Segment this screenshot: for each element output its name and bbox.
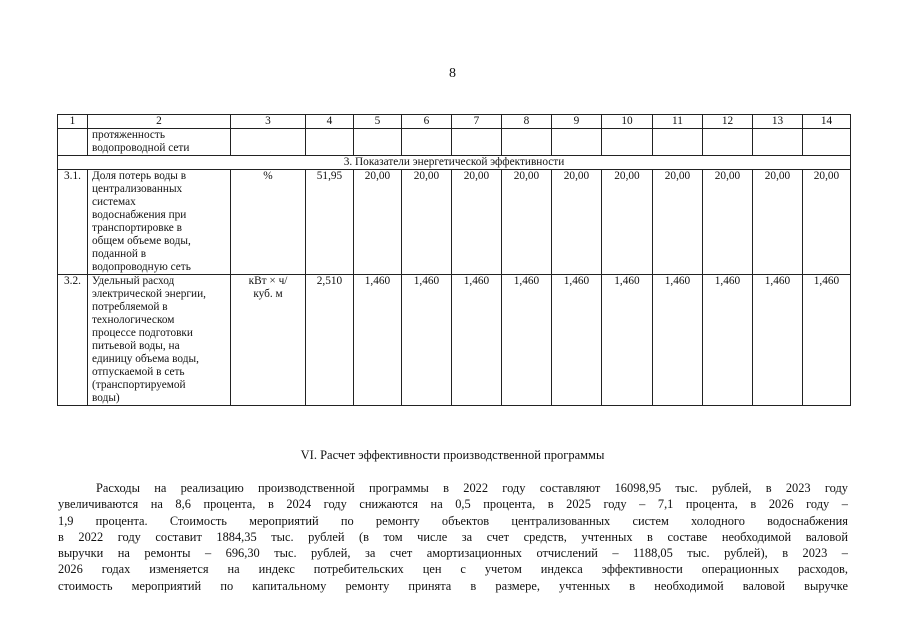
header-cell: 4	[306, 115, 354, 129]
value-cell: 20,00	[402, 170, 452, 275]
section-title: 3. Показатели энергетической эффективности	[58, 156, 851, 170]
empty-cell	[58, 129, 88, 156]
header-cell: 1	[58, 115, 88, 129]
value-cell: 1,460	[803, 275, 851, 406]
header-cell: 8	[502, 115, 552, 129]
name-line: поданной в	[92, 248, 147, 260]
continued-row	[58, 129, 851, 156]
value-cell: 20,00	[602, 170, 653, 275]
value-cell: 51,95	[306, 170, 354, 275]
unit-line: куб. м	[253, 288, 283, 300]
empty-cell	[231, 129, 306, 156]
row-number: 3.2.	[58, 275, 88, 406]
name-line: питьевой воды, на	[92, 340, 180, 352]
paragraph-line: увеличиваются на 8,6 процента, в 2024 году снижаются на 0,5 процента, в 2025 году – 7,1 процента, в 2026 году –	[58, 497, 848, 512]
value-cell: 1,460	[552, 275, 602, 406]
value-cell: 20,00	[653, 170, 703, 275]
row-name-cell	[88, 129, 231, 156]
row-number: 3.1.	[58, 170, 88, 275]
name-line: водопроводную сеть	[92, 261, 191, 273]
unit-line: кВт × ч/	[248, 275, 288, 287]
value-cell: 20,00	[354, 170, 402, 275]
name-line: процессе подготовки	[92, 327, 193, 339]
value-cell: 20,00	[502, 170, 552, 275]
header-cell: 3	[231, 115, 306, 129]
empty-cell	[452, 129, 502, 156]
name-line: Доля потерь воды в	[92, 170, 187, 182]
section-row	[58, 156, 851, 170]
header-cell: 13	[753, 115, 803, 129]
value-cell: 20,00	[753, 170, 803, 275]
value-cell: 1,460	[402, 275, 452, 406]
name-line: отпускаемой в сеть	[92, 366, 185, 378]
indicators-table	[57, 114, 851, 406]
header-cell: 2	[88, 115, 231, 129]
header-cell: 7	[452, 115, 502, 129]
unit-cell	[231, 275, 306, 406]
value-cell: 20,00	[803, 170, 851, 275]
header-cell: 6	[402, 115, 452, 129]
empty-cell	[653, 129, 703, 156]
unit-cell	[231, 170, 306, 275]
value-cell: 1,460	[452, 275, 502, 406]
header-cell: 14	[803, 115, 851, 129]
value-cell: 1,460	[753, 275, 803, 406]
header-cell: 9	[552, 115, 602, 129]
name-line: общем объеме воды,	[92, 235, 191, 247]
header-cell: 10	[602, 115, 653, 129]
table-row	[58, 170, 851, 275]
name-line: системах	[92, 196, 136, 208]
empty-cell	[306, 129, 354, 156]
name-line: централизованных	[92, 183, 183, 195]
paragraph-line: в 2022 году составит 1884,35 тыс. рублей (в том числе за счет средств, учтенных в составе необходимой валовой	[58, 529, 848, 544]
value-cell: 1,460	[703, 275, 753, 406]
empty-cell	[402, 129, 452, 156]
value-cell: 20,00	[552, 170, 602, 275]
name-line: транспортировке в	[92, 222, 182, 234]
value-cell: 2,510	[306, 275, 354, 406]
paragraph-line: 1,9 процента. Стоимость мероприятий по ремонту объектов централизованных систем холодного водоснабжения	[58, 513, 848, 528]
section-heading: VI. Расчет эффективности производственной программы	[300, 448, 605, 462]
name-line: Удельный расход	[92, 275, 175, 287]
table-row	[58, 275, 851, 406]
row-name-cell	[88, 275, 231, 406]
empty-cell	[354, 129, 402, 156]
name-line: водоснабжения при	[92, 209, 187, 221]
empty-cell	[502, 129, 552, 156]
value-cell: 1,460	[354, 275, 402, 406]
name-line: водопроводной сети	[92, 142, 190, 154]
row-name-cell	[88, 170, 231, 275]
name-line: электрической энергии,	[92, 288, 206, 300]
value-cell: 1,460	[653, 275, 703, 406]
name-line: единицу объема воды,	[92, 353, 199, 365]
value-cell: 20,00	[703, 170, 753, 275]
paragraph-line: 2026 годах изменяется на индекс потребительских цен с учетом индекса эффективности операционных расходов,	[58, 562, 848, 577]
paragraph-line: Расходы на реализацию производственной программы в 2022 году составляют 16098,95 тыс. рублей, в 2023 году	[96, 481, 848, 495]
header-cell: 5	[354, 115, 402, 129]
paragraph-line: стоимость мероприятий по капитальному ремонту принята в размере, учтенных в необходимой валовой выручке	[58, 578, 848, 593]
empty-cell	[753, 129, 803, 156]
name-line: (транспортируемой	[92, 379, 186, 391]
table-body	[58, 115, 851, 406]
header-row	[58, 115, 851, 129]
name-line: протяженность	[92, 129, 165, 141]
name-line: потребляемой в	[92, 301, 168, 313]
empty-cell	[602, 129, 653, 156]
unit-line: %	[263, 170, 273, 182]
value-cell: 1,460	[602, 275, 653, 406]
name-line: воды)	[92, 392, 120, 404]
page-number: 8	[449, 66, 456, 81]
header-cell: 11	[653, 115, 703, 129]
name-line: технологическом	[92, 314, 175, 326]
body-paragraph	[58, 480, 848, 594]
paragraph-line: выручки на ремонты – 696,30 тыс. рублей, за счет амортизационных отчислений – 1188,05 тыс. рублей), в 2023 –	[58, 546, 848, 561]
empty-cell	[552, 129, 602, 156]
header-cell: 12	[703, 115, 753, 129]
empty-cell	[803, 129, 851, 156]
value-cell: 1,460	[502, 275, 552, 406]
value-cell: 20,00	[452, 170, 502, 275]
empty-cell	[703, 129, 753, 156]
